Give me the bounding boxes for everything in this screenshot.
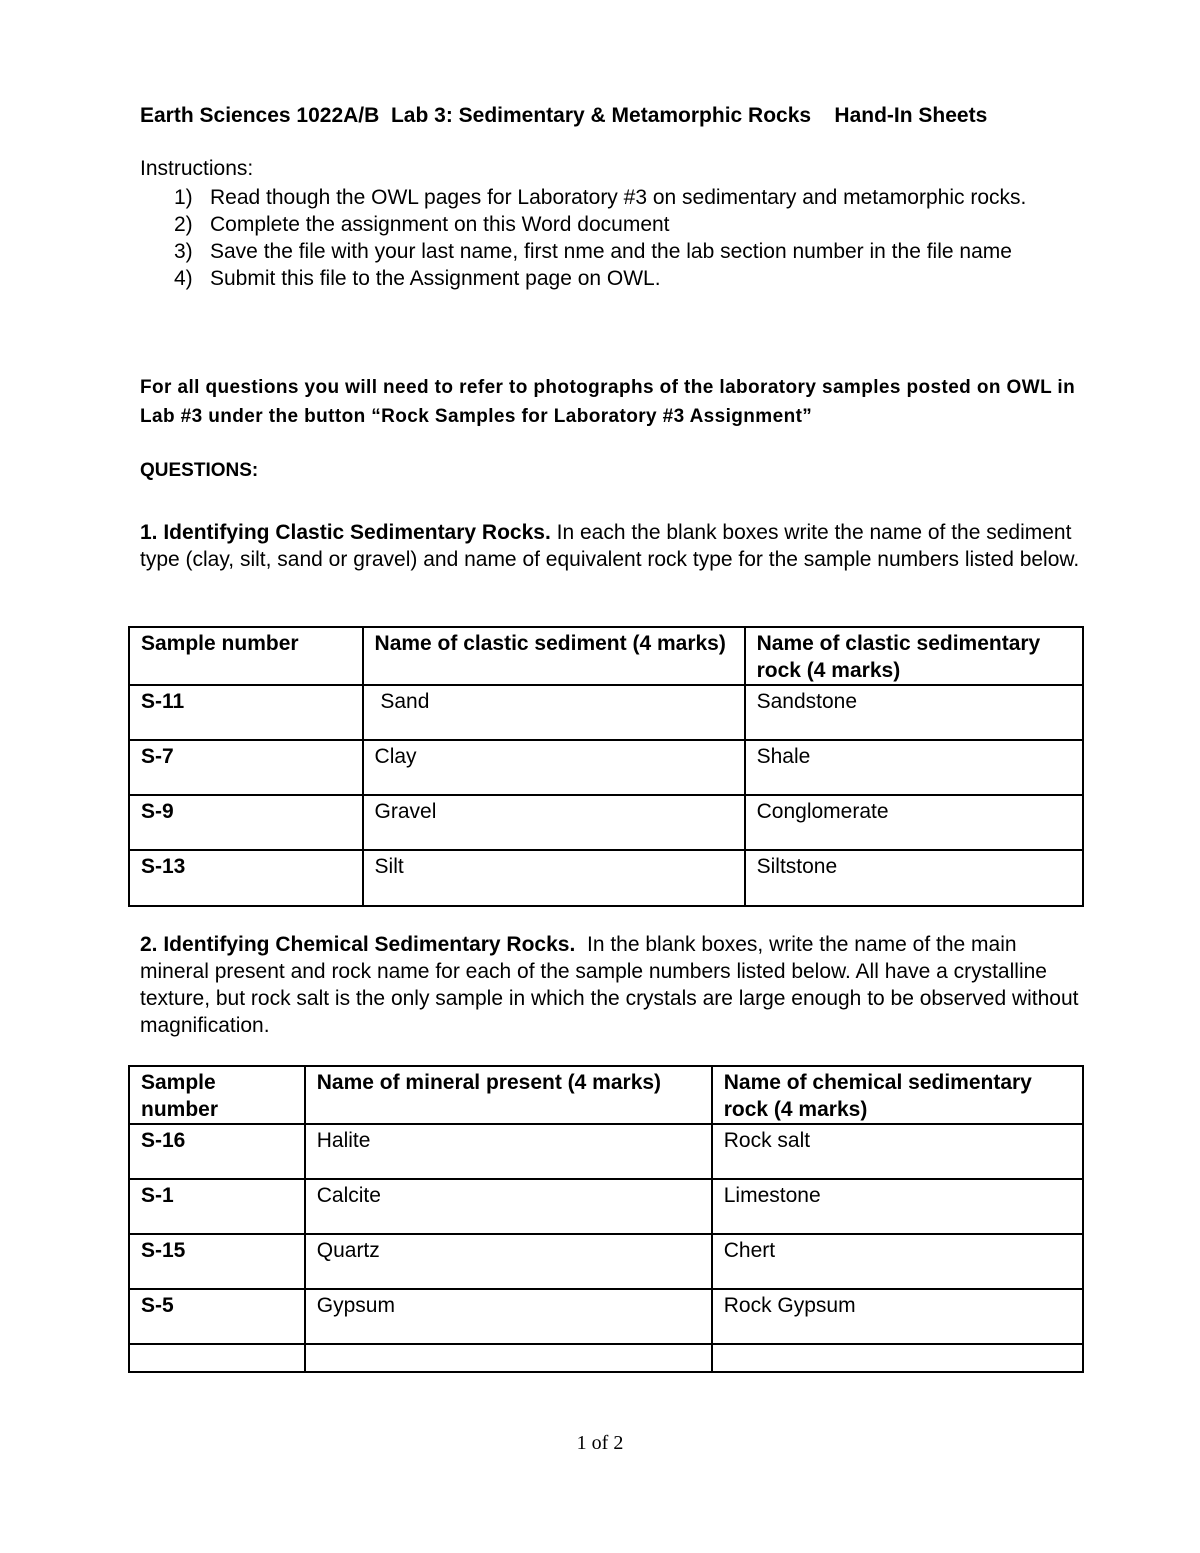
answer-cell[interactable]: Clay [363, 740, 745, 795]
sample-number-cell: S-5 [129, 1289, 305, 1344]
instruction-number: 2) [174, 213, 193, 236]
header-cell: Name of clastic sedimentary rock (4 marks) [745, 627, 1083, 685]
answer-cell[interactable]: Limestone [712, 1179, 1083, 1234]
instruction-text: Complete the assignment on this Word document [210, 213, 670, 236]
page-number: 1 of 2 [576, 1432, 624, 1454]
instruction-text: Save the file with your last name, first nme and the lab section number in the file name [210, 240, 1012, 263]
table-row [129, 685, 1083, 740]
table-row-empty [129, 1344, 1083, 1372]
table-row [129, 1124, 1083, 1179]
question-2-heading: 2. Identifying Chemical Sedimentary Rocks. [140, 933, 576, 956]
answer-cell[interactable]: Rock salt [712, 1124, 1083, 1179]
header-cell: Name of clastic sediment (4 marks) [363, 627, 745, 685]
instruction-number: 4) [174, 267, 193, 290]
answer-cell[interactable]: Conglomerate [745, 795, 1083, 850]
answer-cell[interactable] [712, 1344, 1083, 1372]
answer-cell[interactable]: Sand [363, 685, 745, 740]
sample-number-cell: S-16 [129, 1124, 305, 1179]
instructions-heading: Instructions: [140, 157, 254, 180]
answer-cell[interactable]: Halite [305, 1124, 712, 1179]
instruction-number: 1) [174, 186, 193, 209]
table-row [129, 795, 1083, 850]
table-row [129, 850, 1083, 906]
table-row [129, 1234, 1083, 1289]
header-cell: Sample number [129, 1066, 305, 1124]
sample-number-cell: S-1 [129, 1179, 305, 1234]
header-cell: Name of chemical sedimentary rock (4 marks) [712, 1066, 1083, 1124]
sample-number-cell: S-13 [129, 850, 363, 906]
table-header-row [129, 1066, 1083, 1124]
header-cell: Sample number [129, 627, 363, 685]
table-row [129, 1289, 1083, 1344]
photographs-note: For all questions you will need to refer to photographs of the laboratory samples posted on OWL in Lab #3 under the button “Rock Samples for Laboratory #3 Assignment” [140, 377, 1076, 427]
instruction-item [140, 238, 1070, 265]
instruction-text: Read though the OWL pages for Laboratory #3 on sedimentary and metamorphic rocks. [210, 186, 1027, 209]
clastic-rocks-table [128, 626, 1084, 907]
answer-cell[interactable]: Rock Gypsum [712, 1289, 1083, 1344]
header-cell: Name of mineral present (4 marks) [305, 1066, 712, 1124]
table-row [129, 1179, 1083, 1234]
instruction-number: 3) [174, 240, 193, 263]
sample-number-cell: S-15 [129, 1234, 305, 1289]
answer-cell[interactable]: Gypsum [305, 1289, 712, 1344]
table-header-row [129, 627, 1083, 685]
sample-number-cell: S-9 [129, 795, 363, 850]
instruction-item [140, 265, 1070, 292]
instruction-text: Submit this file to the Assignment page on OWL. [210, 267, 661, 290]
answer-cell[interactable]: Siltstone [745, 850, 1083, 906]
sample-number-cell: S-11 [129, 685, 363, 740]
question-1-text: In each the blank boxes write the name of the sediment type (clay, silt, sand or gravel) and name of equivalent rock type for the sample numbers listed below. [140, 521, 1080, 571]
question-2-text: In the blank boxes, write the name of the main mineral present and rock name for each of the sample numbers listed below. All have a crystalline texture, but rock salt is the only sample in which the crystals are large enough to be observed without magnification. [140, 933, 1085, 1037]
instructions-list [140, 184, 1070, 292]
question-1-heading: 1. Identifying Clastic Sedimentary Rocks. [140, 521, 551, 544]
answer-cell[interactable]: Quartz [305, 1234, 712, 1289]
answer-cell[interactable]: Sandstone [745, 685, 1083, 740]
questions-heading: QUESTIONS: [140, 460, 259, 481]
answer-cell[interactable] [305, 1344, 712, 1372]
answer-cell[interactable]: Calcite [305, 1179, 712, 1234]
instruction-item [140, 211, 1070, 238]
table-row [129, 740, 1083, 795]
answer-cell[interactable]: Chert [712, 1234, 1083, 1289]
document-title: Earth Sciences 1022A/B Lab 3: Sedimentary & Metamorphic Rocks Hand-In Sheets [140, 104, 988, 127]
question-1 [140, 519, 1090, 573]
answer-cell[interactable]: Silt [363, 850, 745, 906]
answer-cell[interactable]: Shale [745, 740, 1083, 795]
sample-number-cell: S-7 [129, 740, 363, 795]
sample-number-cell[interactable] [129, 1344, 305, 1372]
question-2 [140, 931, 1090, 1039]
answer-cell[interactable]: Gravel [363, 795, 745, 850]
chemical-rocks-table [128, 1065, 1084, 1373]
instruction-item [140, 184, 1070, 211]
